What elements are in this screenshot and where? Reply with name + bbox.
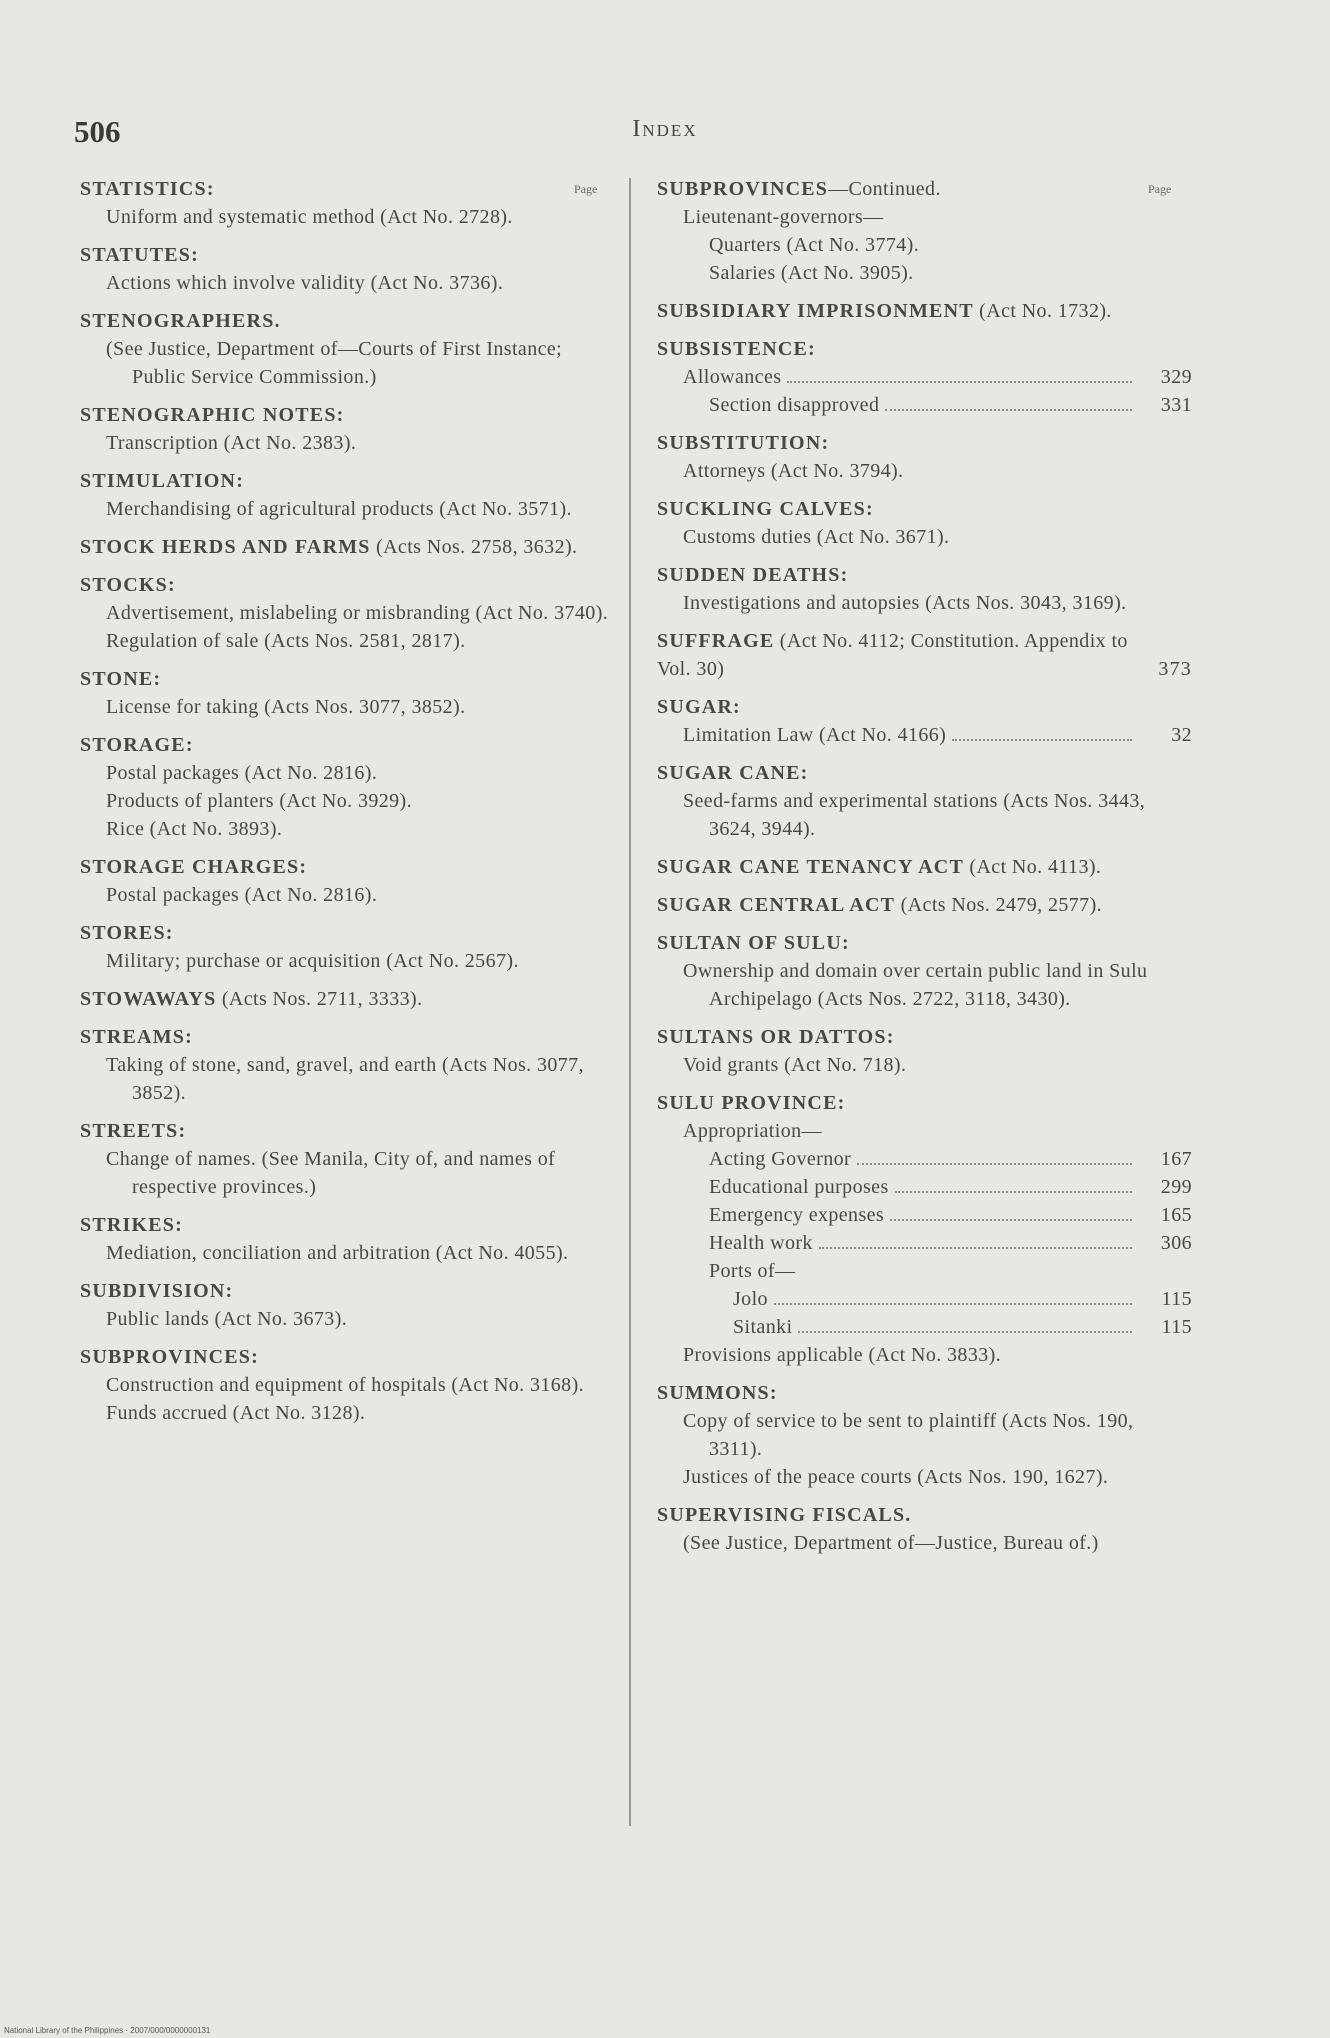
- index-entry: [657, 759, 1192, 843]
- leader-dots: [819, 1247, 1132, 1249]
- entry-heading: [80, 985, 615, 1013]
- entry-heading: [657, 429, 1192, 457]
- page-ref: 115: [1161, 1288, 1192, 1310]
- entry-heading: [657, 627, 1192, 683]
- index-entry: [80, 175, 615, 231]
- subentry: Taking of stone, sand, gravel, and earth (Acts Nos. 3077, 3852).: [106, 1054, 584, 1104]
- entry-heading-text: SUBSIDIARY IMPRISONMENT: [657, 300, 974, 322]
- page-ref: 115: [1161, 1316, 1192, 1338]
- entry-heading-text: SUBPROVINCES:: [80, 1346, 259, 1368]
- index-entry: [657, 335, 1192, 419]
- page-ref: 329: [1160, 366, 1192, 388]
- subentry: Postal packages (Act No. 2816).: [106, 884, 378, 906]
- leader-dots: [774, 1303, 1132, 1305]
- running-title: Index: [632, 116, 698, 142]
- entry-heading: [80, 1343, 615, 1371]
- subentry-with-page: [657, 391, 1192, 419]
- entry-heading-text: SULU PROVINCE:: [657, 1092, 846, 1114]
- entry-heading-text: SUGAR:: [657, 696, 741, 718]
- entry-heading: [657, 929, 1192, 957]
- subentry: Appropriation—: [683, 1120, 822, 1142]
- index-entry: [657, 627, 1192, 683]
- index-entry: [657, 429, 1192, 485]
- leader-dots: [895, 1191, 1132, 1193]
- page-ref: 32: [1171, 724, 1192, 746]
- page-number: 506: [74, 114, 121, 149]
- subentry-text: Section disapproved: [709, 394, 880, 416]
- entry-heading: [657, 853, 1192, 881]
- entry-heading: [80, 241, 615, 269]
- subentry-text: Educational purposes: [709, 1176, 889, 1198]
- entry-heading-text: STATUTES:: [80, 244, 199, 266]
- subentry-text: Sitanki: [733, 1316, 793, 1338]
- entry-heading-rest: (Acts Nos. 2711, 3333).: [216, 988, 423, 1010]
- index-entry: [657, 693, 1192, 749]
- entry-heading-rest: (Acts Nos. 2479, 2577).: [895, 894, 1103, 916]
- right-page-column-label: Page: [1148, 182, 1172, 196]
- entry-heading-rest: —Continued.: [828, 178, 941, 200]
- entry-heading-text: SUDDEN DEATHS:: [657, 564, 849, 586]
- subentry: Quarters (Act No. 3774).: [709, 234, 920, 256]
- entry-heading-text: SUMMONS:: [657, 1382, 778, 1404]
- entry-heading: [657, 1501, 1192, 1529]
- entry-heading: [80, 401, 615, 429]
- subentry-text: Emergency expenses: [709, 1204, 885, 1226]
- left-page-column-label: Page: [574, 182, 598, 196]
- leader-dots: [952, 739, 1132, 741]
- entry-heading-text: STOCK HERDS AND FARMS: [80, 536, 371, 558]
- leader-dots: [798, 1331, 1132, 1333]
- entry-heading-text: STREETS:: [80, 1120, 187, 1142]
- subentry: Public lands (Act No. 3673).: [106, 1308, 348, 1330]
- leader-dots: [857, 1163, 1132, 1165]
- subentry: Ownership and domain over certain public land in Sulu Archipelago (Acts Nos. 2722, 3118, 3430).: [683, 960, 1148, 1010]
- entry-heading: [80, 175, 615, 203]
- entry-heading: [657, 335, 1192, 363]
- index-entry: [80, 1211, 615, 1267]
- index-entry: [657, 853, 1192, 881]
- subentry: Construction and equipment of hospitals (Act No. 3168).: [106, 1374, 585, 1396]
- entry-heading-rest: (Act No. 4112; Constitution. Appendix to Vol. 30): [657, 630, 1128, 680]
- entry-heading-text: SUBDIVISION:: [80, 1280, 234, 1302]
- subentry-with-page: [657, 1229, 1192, 1257]
- entry-heading-text: SULTANS OR DATTOS:: [657, 1026, 895, 1048]
- subentry: Merchandising of agricultural products (Act No. 3571).: [106, 498, 572, 520]
- entry-heading: [80, 1117, 615, 1145]
- subentry-with-page: [657, 1201, 1192, 1229]
- page-ref: 331: [1160, 394, 1192, 416]
- entry-heading: [80, 1211, 615, 1239]
- entry-heading: [657, 1023, 1192, 1051]
- page-ref: 167: [1160, 1148, 1192, 1170]
- index-entry: [657, 929, 1192, 1013]
- subentry-text: Jolo: [733, 1288, 768, 1310]
- index-entry: [80, 1023, 615, 1107]
- leader-dots: [885, 409, 1132, 411]
- subentry: (See Justice, Department of—Courts of First Instance; Public Service Commission.): [106, 338, 563, 388]
- entry-heading-text: STOWAWAYS: [80, 988, 217, 1010]
- subentry: Military; purchase or acquisition (Act No. 2567).: [106, 950, 519, 972]
- index-entry: [657, 1089, 1192, 1369]
- subentry: Justices of the peace courts (Acts Nos. 190, 1627).: [683, 1466, 1109, 1488]
- right-column: [657, 175, 1192, 1567]
- entry-heading-text: SUGAR CENTRAL ACT: [657, 894, 896, 916]
- entry-heading-text: STIMULATION:: [80, 470, 245, 492]
- subentry-with-page: [657, 721, 1192, 749]
- subentry: Advertisement, mislabeling or misbranding (Act No. 3740).: [106, 602, 609, 624]
- subentry: Provisions applicable (Act No. 3833).: [683, 1344, 1002, 1366]
- entry-heading-text: STORAGE CHARGES:: [80, 856, 308, 878]
- entry-heading: [80, 533, 615, 561]
- index-entry: [80, 241, 615, 297]
- index-entry: [80, 533, 615, 561]
- left-column: [80, 175, 615, 1437]
- index-entry: [80, 919, 615, 975]
- entry-heading: [80, 1277, 615, 1305]
- entry-heading-text: SUGAR CANE TENANCY ACT: [657, 856, 964, 878]
- entry-heading: [657, 175, 1192, 203]
- entry-heading-text: STOCKS:: [80, 574, 176, 596]
- subentry: (See Justice, Department of—Justice, Bureau of.): [683, 1532, 1099, 1554]
- subentry-text: Health work: [709, 1232, 813, 1254]
- footer-stamp: National Library of the Philippines · 2007/000/0000000131: [4, 2026, 211, 2035]
- index-entry: [657, 495, 1192, 551]
- entry-heading: [80, 853, 615, 881]
- index-entry: [80, 1343, 615, 1427]
- column-divider: [629, 178, 631, 1826]
- subentry-text: Limitation Law (Act No. 4166): [683, 724, 947, 746]
- entry-heading: [80, 731, 615, 759]
- index-entry: [80, 731, 615, 843]
- entry-heading-text: STORAGE:: [80, 734, 194, 756]
- subentry: Mediation, conciliation and arbitration (Act No. 4055).: [106, 1242, 569, 1264]
- subentry: Investigations and autopsies (Acts Nos. 3043, 3169).: [683, 592, 1127, 614]
- subentry: Lieutenant-governors—: [683, 206, 884, 228]
- index-entry: [657, 1379, 1192, 1491]
- entry-heading-rest: (Acts Nos. 2758, 3632).: [370, 536, 578, 558]
- index-entry: [657, 891, 1192, 919]
- entry-heading-text: STONE:: [80, 668, 162, 690]
- subentry: Copy of service to be sent to plaintiff (Acts Nos. 190, 3311).: [683, 1410, 1134, 1460]
- index-entry: [80, 985, 615, 1013]
- subentry: Funds accrued (Act No. 3128).: [106, 1402, 366, 1424]
- index-entry: [657, 1501, 1192, 1557]
- entry-heading: [80, 1023, 615, 1051]
- entry-heading: [657, 693, 1192, 721]
- subentry: Attorneys (Act No. 3794).: [683, 460, 904, 482]
- subentry: Salaries (Act No. 3905).: [709, 262, 914, 284]
- index-entry: [80, 1117, 615, 1201]
- entry-heading: [80, 307, 615, 335]
- subentry-with-page: [657, 1285, 1192, 1313]
- entry-heading: [657, 495, 1192, 523]
- index-entry: [80, 467, 615, 523]
- subentry: Customs duties (Act No. 3671).: [683, 526, 950, 548]
- index-entry: [657, 1023, 1192, 1079]
- entry-heading: [657, 561, 1192, 589]
- leader-dots: [787, 381, 1132, 383]
- entry-heading-text: SUBPROVINCES: [657, 178, 829, 200]
- index-entry: [80, 665, 615, 721]
- entry-heading: [80, 919, 615, 947]
- entry-heading-text: STRIKES:: [80, 1214, 183, 1236]
- index-entry: [657, 175, 1192, 287]
- page-ref: 299: [1160, 1176, 1192, 1198]
- subentry: Products of planters (Act No. 3929).: [106, 790, 413, 812]
- entry-heading-text: STATISTICS:: [80, 178, 215, 200]
- subentry-text: Acting Governor: [709, 1148, 852, 1170]
- entry-heading-text: STENOGRAPHERS.: [80, 310, 281, 332]
- entry-heading: [657, 759, 1192, 787]
- entry-heading-text: SULTAN OF SULU:: [657, 932, 850, 954]
- entry-heading-text: SUBSTITUTION:: [657, 432, 830, 454]
- index-entry: [80, 853, 615, 909]
- index-entry: [657, 297, 1192, 325]
- entry-heading: [657, 891, 1192, 919]
- subentry: Seed-farms and experimental stations (Acts Nos. 3443, 3624, 3944).: [683, 790, 1146, 840]
- subentry: License for taking (Acts Nos. 3077, 3852).: [106, 696, 466, 718]
- subentry: Change of names. (See Manila, City of, and names of respective provinces.): [106, 1148, 556, 1198]
- subentry: Void grants (Act No. 718).: [683, 1054, 907, 1076]
- entry-heading: [657, 1379, 1192, 1407]
- entry-heading-text: STENOGRAPHIC NOTES:: [80, 404, 345, 426]
- page-ref: 306: [1160, 1232, 1192, 1254]
- entry-heading-text: SUGAR CANE:: [657, 762, 809, 784]
- entry-heading: [80, 665, 615, 693]
- entry-heading: [80, 571, 615, 599]
- index-entry: [80, 307, 615, 391]
- subentry-with-page: [657, 1173, 1192, 1201]
- subentry-with-page: [657, 1313, 1192, 1341]
- page-ref: 373: [1158, 658, 1192, 680]
- subentry: Ports of—: [709, 1260, 796, 1282]
- subentry-text: Allowances: [683, 366, 782, 388]
- leader-dots: [890, 1219, 1132, 1221]
- index-entry: [80, 571, 615, 655]
- index-entry: [657, 561, 1192, 617]
- subentry: Uniform and systematic method (Act No. 2728).: [106, 206, 513, 228]
- entry-heading-text: STREAMS:: [80, 1026, 193, 1048]
- subentry-with-page: [657, 363, 1192, 391]
- index-entry: [80, 401, 615, 457]
- index-entry: [80, 1277, 615, 1333]
- entry-heading-text: STORES:: [80, 922, 174, 944]
- subentry: Postal packages (Act No. 2816).: [106, 762, 378, 784]
- entry-heading-rest: (Act No. 4113).: [964, 856, 1102, 878]
- subentry-with-page: [657, 1145, 1192, 1173]
- entry-heading-text: SUBSISTENCE:: [657, 338, 816, 360]
- subentry: Regulation of sale (Acts Nos. 2581, 2817).: [106, 630, 466, 652]
- page-ref: 165: [1160, 1204, 1192, 1226]
- entry-heading: [657, 1089, 1192, 1117]
- subentry: Actions which involve validity (Act No. 3736).: [106, 272, 504, 294]
- entry-heading: [80, 467, 615, 495]
- subentry: Rice (Act No. 3893).: [106, 818, 283, 840]
- subentry: Transcription (Act No. 2383).: [106, 432, 357, 454]
- entry-heading-text: SUFFRAGE (Act No. 4112; Constitution. Appendix to Vol. 30): [657, 630, 1128, 680]
- entry-heading-text: SUPERVISING FISCALS.: [657, 1504, 912, 1526]
- entry-heading-rest: (Act No. 1732).: [973, 300, 1112, 322]
- entry-heading-text: SUCKLING CALVES:: [657, 498, 874, 520]
- entry-heading: [657, 297, 1192, 325]
